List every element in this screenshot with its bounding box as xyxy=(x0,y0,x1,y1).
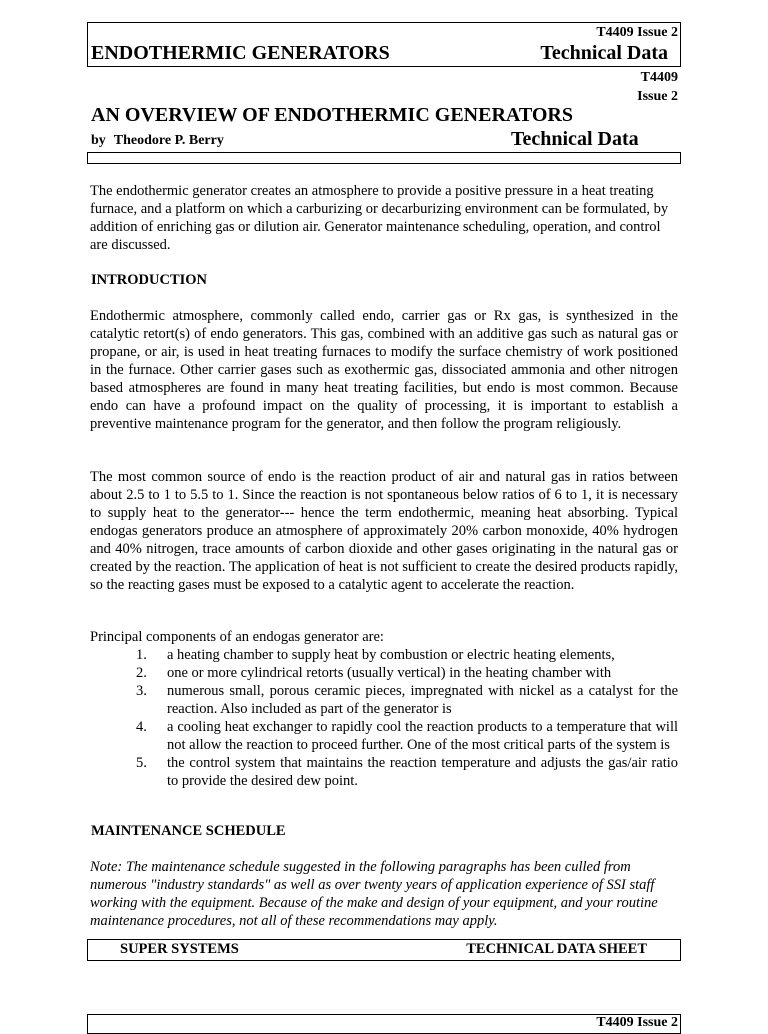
byline xyxy=(91,133,224,149)
maintenance-heading: MAINTENANCE SCHEDULE xyxy=(91,823,286,839)
byline-label: by xyxy=(91,133,106,148)
article-right-title: Technical Data xyxy=(511,128,639,150)
next-page-document-code: T4409 Issue 2 xyxy=(596,1015,678,1030)
list-item xyxy=(90,646,678,664)
introduction-heading: INTRODUCTION xyxy=(91,272,208,288)
list-item-number: 1. xyxy=(136,647,147,663)
list-item-number: 5. xyxy=(136,755,147,771)
list-item-text: one or more cylindrical retorts (usually vertical) in the heating chamber with xyxy=(167,665,612,681)
list-item xyxy=(90,718,678,754)
introduction-paragraph-1: Endothermic atmosphere, commonly called endo, carrier gas or Rx gas, is synthesized in the catalytic retort(s) of endo generators. This gas, combined with an additive gas such as natural gas or propane, or air, is used in heat treating furnaces to modify the surface chemistry of work positioned in the furnace. Other carrier gases such as exothermic gas, dissociated ammonia and other nitrogen based atmospheres are found in many heat treating facilities, but endo is most common. Because endo can have a profound impact on the quality of processing, it is important to establish a preventive maintenance program for the generator, and then follow the program religiously. xyxy=(90,308,678,432)
list-item-text: a heating chamber to supply heat by combustion or electric heating elements, xyxy=(167,647,615,663)
list-item xyxy=(90,664,678,682)
footer-company: SUPER SYSTEMS xyxy=(120,941,239,957)
sub-header-issue: Issue 2 xyxy=(637,89,678,104)
next-page-header-box xyxy=(87,1014,681,1034)
introduction-paragraph-2: The most common source of endo is the reaction product of air and natural gas in ratios between about 2.5 to 1 to 5.5 to 1. Since the reaction is not spontaneous below ratios of 6 to 1, it is necessary to supply heat to the generator--- hence the term endothermic, meaning heat absorbing. Typical endogas generators produce an atmosphere of approximately 20% carbon monoxide, 40% hydrogen and 40% nitrogen, trace amounts of carbon dioxide and other gases originating in the natural gas or created by the reaction. The application of heat is not sufficient to create the desired products rapidly, so the reacting gases must be exposed to a catalytic agent to accelerate the reaction. xyxy=(90,469,678,593)
author-name: Theodore P. Berry xyxy=(113,133,224,148)
components-intro: Principal components of an endogas generator are: xyxy=(90,629,384,645)
article-title: AN OVERVIEW OF ENDOTHERMIC GENERATORS xyxy=(91,104,573,126)
list-item xyxy=(90,682,678,718)
components-list xyxy=(90,646,678,790)
list-item-number: 4. xyxy=(136,719,147,735)
header-document-code: T4409 Issue 2 xyxy=(596,25,678,40)
abstract-paragraph: The endothermic generator creates an atmosphere to provide a positive pressure in a heat treating furnace, and a platform on which a carburizing or decarburizing environment can be formulated, by addition of enriching gas or dilution air. Generator maintenance scheduling, operation, and control are discussed. xyxy=(90,183,669,253)
footer-sheet-type: TECHNICAL DATA SHEET xyxy=(466,941,647,957)
list-item-number: 2. xyxy=(136,665,147,681)
list-item-text: a cooling heat exchanger to rapidly cool the reaction products to a temperature that will not allow the reaction to proceed further. One of the most critical parts of the system is xyxy=(167,719,678,753)
list-item-number: 3. xyxy=(136,683,147,699)
list-item-text: numerous small, porous ceramic pieces, impregnated with nickel as a catalyst for the reaction. Also included as part of the generator is xyxy=(167,683,678,717)
title-rule-box xyxy=(87,152,681,164)
list-item xyxy=(90,754,678,790)
header-right-title: Technical Data xyxy=(540,42,668,64)
header-left-title: ENDOTHERMIC GENERATORS xyxy=(91,42,390,64)
sub-header-code xyxy=(637,68,678,106)
sub-header-number: T4409 xyxy=(640,70,678,85)
list-item-text: the control system that maintains the reaction temperature and adjusts the gas/air ratio to provide the desired dew point. xyxy=(167,755,678,789)
maintenance-note: Note: The maintenance schedule suggested in the following paragraphs has been culled from numerous "industry standards" as well as over twenty years of application experience of SSI staff working with the equipment. Because of the make and design of your equipment, and your routine maintenance procedures, not all of these recommendations may apply. xyxy=(90,859,658,929)
